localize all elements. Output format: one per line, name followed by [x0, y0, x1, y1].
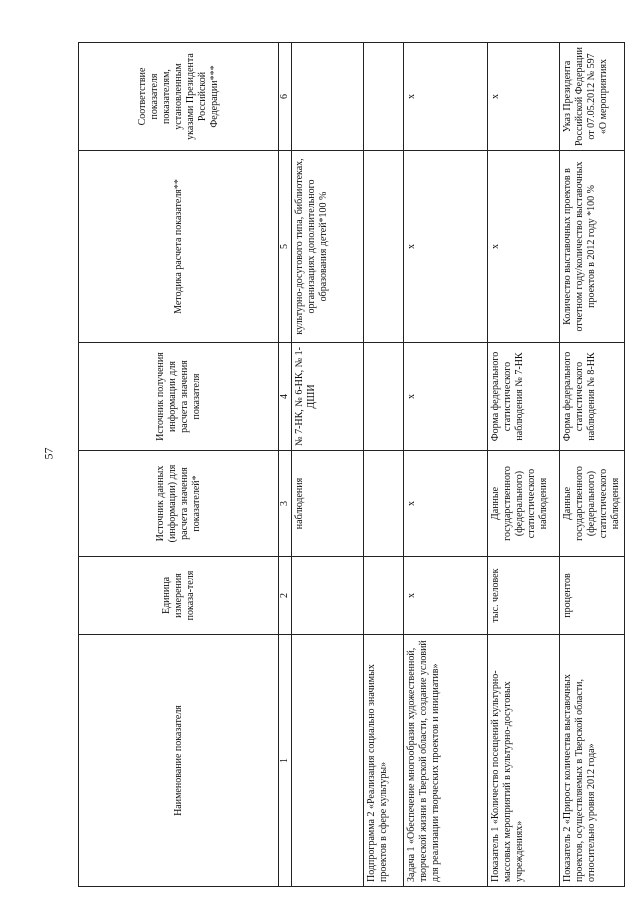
indicator-row-1 — [488, 43, 560, 887]
indicator-1-decree: х — [488, 43, 560, 151]
column-number: 6 — [279, 43, 292, 151]
subprogram-empty — [364, 343, 404, 451]
page-number: 57 — [41, 447, 56, 460]
indicator-1-name: Показатель 1 «Количество посещений культурно-массовых мероприятий в культурно-досуговых учреждениях» — [488, 635, 560, 887]
subprogram-empty — [364, 43, 404, 151]
subprogram-empty — [364, 557, 404, 635]
subprogram-empty — [364, 451, 404, 557]
header-method: Методика расчета показателя** — [79, 151, 279, 343]
indicator-2-data-source: Данные государственного (федерального) статистического наблюдения — [560, 451, 625, 557]
indicator-1-method: х — [488, 151, 560, 343]
task-unit: х — [404, 557, 488, 635]
carryover-name — [292, 635, 364, 887]
column-number: 1 — [279, 635, 292, 887]
column-number: 5 — [279, 151, 292, 343]
indicator-2-method: Количество выставочных проектов в отчетном году/количество выставочных проектов в 2012 году *100 % — [560, 151, 625, 343]
indicator-1-info-source: Форма федерального статистического наблюдения № 7-НК — [488, 343, 560, 451]
header-info-source: Источник получения информации для расчета значения показателя — [79, 343, 279, 451]
indicator-2-name: Показатель 2 «Прирост количества выставочных проектов, осуществляемых в Тверской области, относительно уровня 2012 года» — [560, 635, 625, 887]
indicators-table — [78, 42, 625, 887]
indicator-2-decree: Указ Президента Российской Федерации от 07.05.2012 № 597 «О мероприятиях — [560, 43, 625, 151]
rotated-table-wrapper — [78, 43, 620, 887]
header-data-source: Источник данных (информации) для расчета значения показателей* — [79, 451, 279, 557]
subprogram-empty — [364, 151, 404, 343]
header-name: Наименование показателя — [79, 635, 279, 887]
header-unit: Единица измерения показа-теля — [79, 557, 279, 635]
carryover-data-source: наблюдения — [292, 451, 364, 557]
indicator-2-unit: процентов — [560, 557, 625, 635]
task-row — [404, 43, 488, 887]
task-method: х — [404, 151, 488, 343]
carryover-unit — [292, 557, 364, 635]
carryover-info-source: № 7-НК, № 6-НК, № 1-ДШИ — [292, 343, 364, 451]
task-decree: х — [404, 43, 488, 151]
indicator-1-unit: тыс. человек — [488, 557, 560, 635]
header-decree-match: Соответствие показателя показателям, установленным указами Президента Российской Федерации*** — [79, 43, 279, 151]
carryover-method: культурно-досугового типа, библиотеках, организациях дополнительного образования детей*100 % — [292, 151, 364, 343]
column-number: 4 — [279, 343, 292, 451]
task-data-source: х — [404, 451, 488, 557]
task-info-source: х — [404, 343, 488, 451]
column-number: 3 — [279, 451, 292, 557]
column-number: 2 — [279, 557, 292, 635]
indicator-1-data-source: Данные государственного (федерального) статистического наблюдения — [488, 451, 560, 557]
carryover-decree — [292, 43, 364, 151]
header-row — [79, 43, 279, 887]
subprogram-title: Подпрограмма 2 «Реализация социально значимых проектов в сфере культуры» — [364, 635, 404, 887]
subprogram-row — [364, 43, 404, 887]
indicator-2-info-source: Форма федерального статистического наблюдения № 8-НК — [560, 343, 625, 451]
column-number-row — [279, 43, 292, 887]
carryover-row — [292, 43, 364, 887]
indicator-row-2 — [560, 43, 625, 887]
task-name: Задача 1 «Обеспечение многообразия художественной, творческой жизни в Тверской области, создание условий для реализации творческих проектов и инициатив» — [404, 635, 488, 887]
